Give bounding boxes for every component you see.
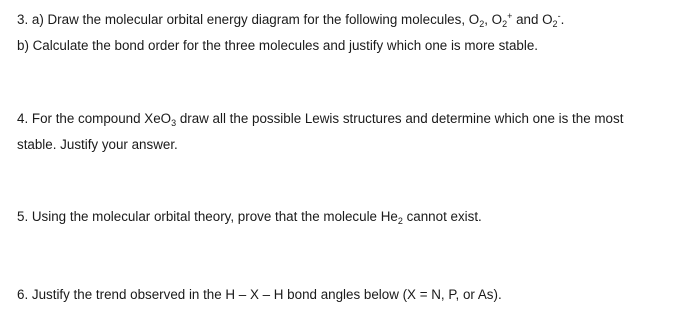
subscript: 2 [552, 19, 558, 29]
q5-text: 5. Using the molecular orbital theory, prove that the molecule He [17, 209, 398, 224]
question-3-part-a [17, 12, 564, 28]
question-5 [17, 209, 482, 225]
q3a-text-2: , O [484, 12, 503, 27]
question-4-line-2 [17, 137, 178, 153]
question-3-part-b [17, 38, 538, 54]
q3a-text-3: and O [512, 12, 553, 27]
superscript: + [507, 11, 513, 21]
q3a-text: 3. a) Draw the molecular orbital energy diagram for the following molecules, O [17, 12, 480, 27]
question-4-line-1 [17, 111, 623, 127]
q4-text-3: stable. Justify your answer. [17, 137, 178, 152]
subscript: 2 [479, 19, 485, 29]
q4-text-2: draw all the possible Lewis structures and determine which one is the most [176, 111, 624, 126]
subscript: 2 [502, 19, 508, 29]
q4-text: 4. For the compound XeO [17, 111, 172, 126]
q5-text-2: cannot exist. [402, 209, 482, 224]
q3b-text: b) Calculate the bond order for the three molecules and justify which one is more stable. [17, 38, 539, 53]
superscript: - [557, 11, 561, 21]
q6-text: 6. Justify the trend observed in the H – X – H bond angles below (X = N, P, or As). [17, 287, 502, 302]
subscript: 2 [397, 216, 403, 226]
q3a-text-end: . [560, 12, 565, 27]
question-6 [17, 287, 502, 303]
subscript: 3 [171, 118, 177, 128]
